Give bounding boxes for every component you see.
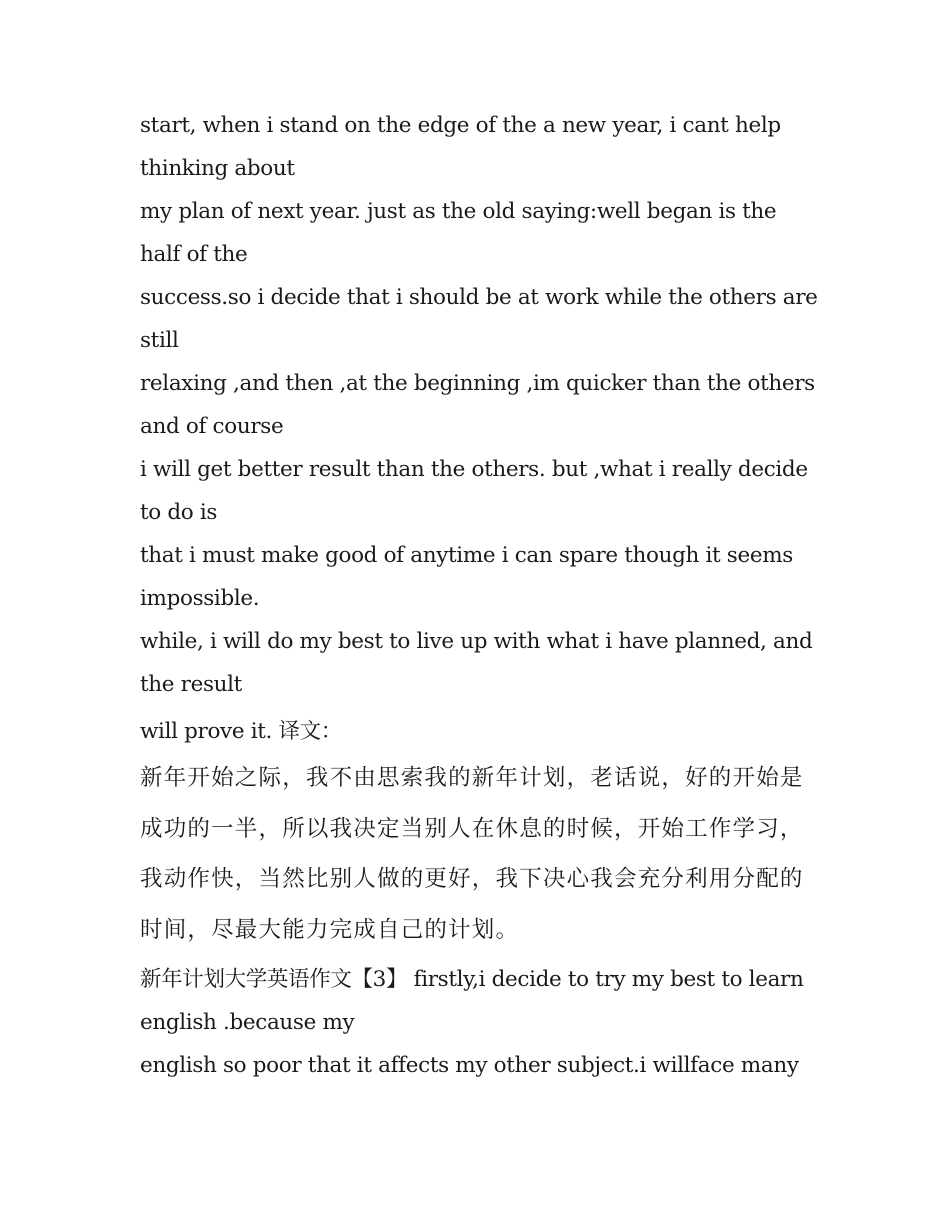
section-3-line: english so poor that it affects my other subject.i willface many	[140, 1053, 799, 1078]
paragraph-line: while, i will do my best to live up with what i have planned, and the result	[140, 629, 813, 697]
translation-intro: will prove it. 译文：	[140, 719, 342, 744]
paragraph-line: success.so i decide that i should be at work while the others are still	[140, 285, 818, 353]
section-3-heading-line: 新年计划大学英语作文【3】 firstly,i decide to try my best to learn english .because my	[140, 967, 804, 1035]
paragraph-line: i will get better result than the others. but ,what i really decide to do is	[140, 457, 808, 525]
paragraph-line: that i must make good of anytime i can spare though it seems impossible.	[140, 543, 793, 611]
paragraph-line: relaxing ,and then ,at the beginning ,im quicker than the others and of course	[140, 371, 815, 439]
paragraph-line: start, when i stand on the edge of the a new year, i cant help thinking about	[140, 113, 781, 181]
translation-paragraph: 新年开始之际，我不由思索我的新年计划，老话说，好的开始是成功的一半，所以我决定当别人在休息的时候，开始工作学习，我动作快，当然比别人做的更好，我下决心我会充分利用分配的时间，尽最大能力完成自己的计划。	[140, 765, 804, 943]
document-body	[140, 104, 820, 1087]
paragraph-line: my plan of next year. just as the old saying:well began is the half of the	[140, 199, 777, 267]
